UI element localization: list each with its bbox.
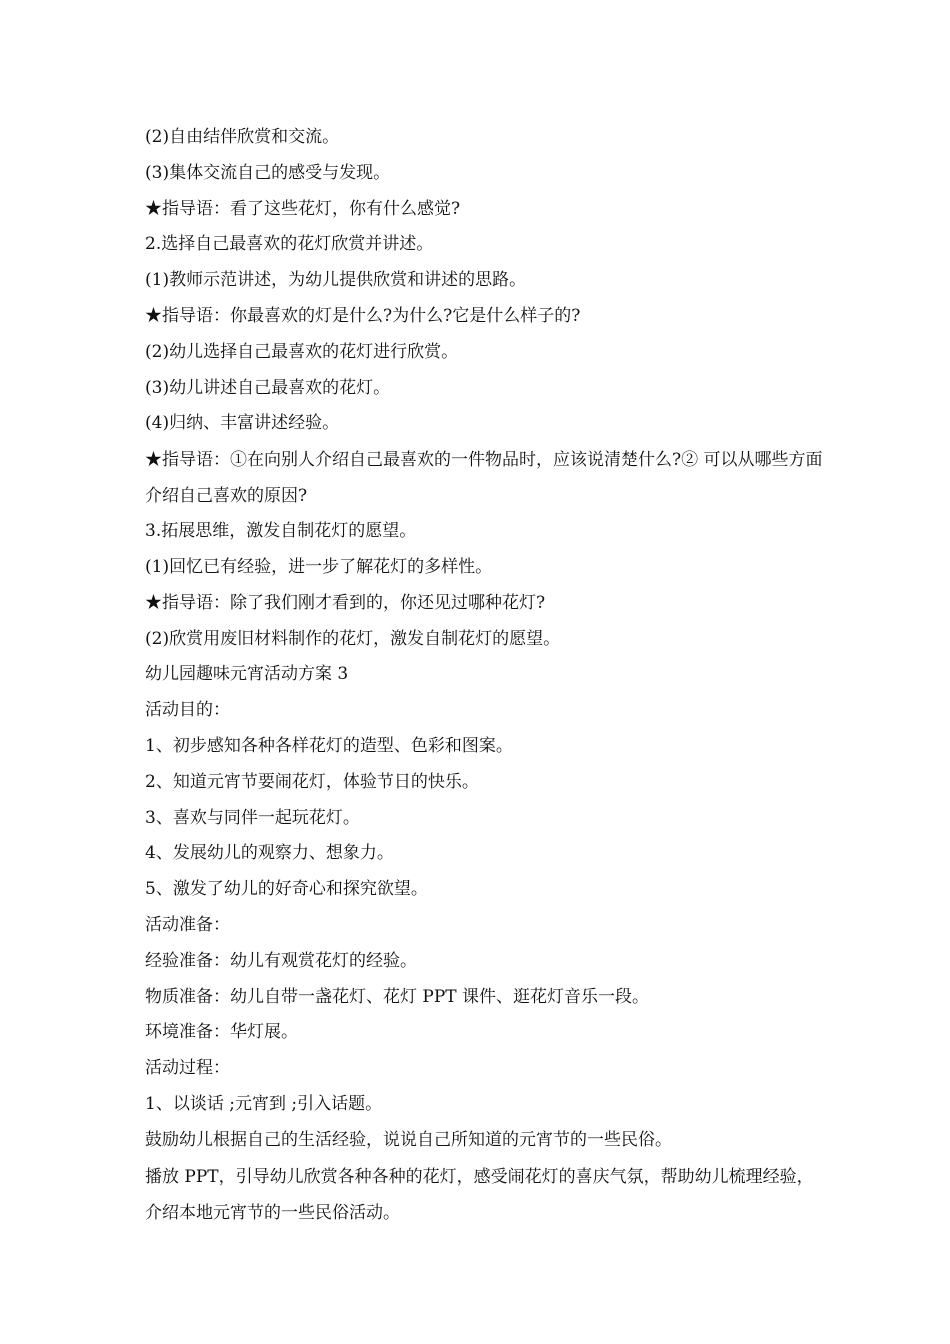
paragraph: (2)自由结伴欣赏和交流。 bbox=[145, 127, 340, 147]
section-heading: 活动准备： bbox=[145, 914, 230, 935]
section-heading: 3.拓展思维，激发自制花灯的愿望。 bbox=[145, 521, 417, 542]
section-heading: 2.选择自己最喜欢的花灯欣赏并讲述。 bbox=[145, 234, 434, 255]
guidance-paragraph: ★指导语：看了这些花灯，你有什么感觉? bbox=[145, 198, 461, 219]
plan-title: 幼儿园趣味元宵活动方案 3 bbox=[145, 664, 349, 685]
list-item: 1、以谈话 ;元宵到 ;引入话题。 bbox=[145, 1093, 383, 1114]
list-item: 1、初步感知各种各样花灯的造型、色彩和图案。 bbox=[145, 735, 513, 756]
section-heading: 活动目的： bbox=[145, 700, 230, 721]
list-item: 5、激发了幼儿的好奇心和探究欲望。 bbox=[145, 879, 428, 900]
paragraph: 经验准备：幼儿有观赏花灯的经验。 bbox=[145, 950, 417, 971]
paragraph: 环境准备：华灯展。 bbox=[145, 1022, 298, 1043]
paragraph: 播放 PPT，引导幼儿欣赏各种各种的花灯，感受闹花灯的喜庆气氛，帮助幼儿梳理经验，介绍本地元宵节的一些民俗活动。 bbox=[145, 1166, 814, 1223]
paragraph: 鼓励幼儿根据自己的生活经验，说说自己所知道的元宵节的一些民俗。 bbox=[145, 1129, 672, 1150]
paragraph: (1)教师示范讲述，为幼儿提供欣赏和讲述的思路。 bbox=[145, 270, 527, 291]
section-heading: 活动过程： bbox=[145, 1058, 230, 1079]
paragraph: (3)幼儿讲述自己最喜欢的花灯。 bbox=[145, 377, 391, 398]
list-item: 3、喜欢与同伴一起玩花灯。 bbox=[145, 807, 360, 828]
paragraph: (2)幼儿选择自己最喜欢的花灯进行欣赏。 bbox=[145, 341, 459, 362]
paragraph: (1)回忆已有经验，进一步了解花灯的多样性。 bbox=[145, 556, 493, 577]
document-body bbox=[145, 120, 825, 1231]
paragraph: (4)归纳、丰富讲述经验。 bbox=[145, 413, 340, 434]
guidance-paragraph: ★指导语：①在向别人介绍自己最喜欢的一件物品时，应该说清楚什么?② 可以从哪些方面介绍自己喜欢的原因? bbox=[145, 450, 823, 507]
list-item: 2、知道元宵节要闹花灯，体验节日的快乐。 bbox=[145, 771, 479, 792]
paragraph: 物质准备：幼儿自带一盏花灯、花灯 PPT 课件、逛花灯音乐一段。 bbox=[145, 986, 650, 1007]
guidance-paragraph: ★指导语：你最喜欢的灯是什么?为什么?它是什么样子的? bbox=[145, 305, 581, 326]
list-item: 4、发展幼儿的观察力、想象力。 bbox=[145, 843, 394, 864]
paragraph: (2)欣赏用废旧材料制作的花灯，激发自制花灯的愿望。 bbox=[145, 628, 561, 649]
paragraph: (3)集体交流自己的感受与发现。 bbox=[145, 162, 391, 183]
guidance-paragraph: ★指导语：除了我们刚才看到的，你还见过哪种花灯? bbox=[145, 592, 546, 613]
